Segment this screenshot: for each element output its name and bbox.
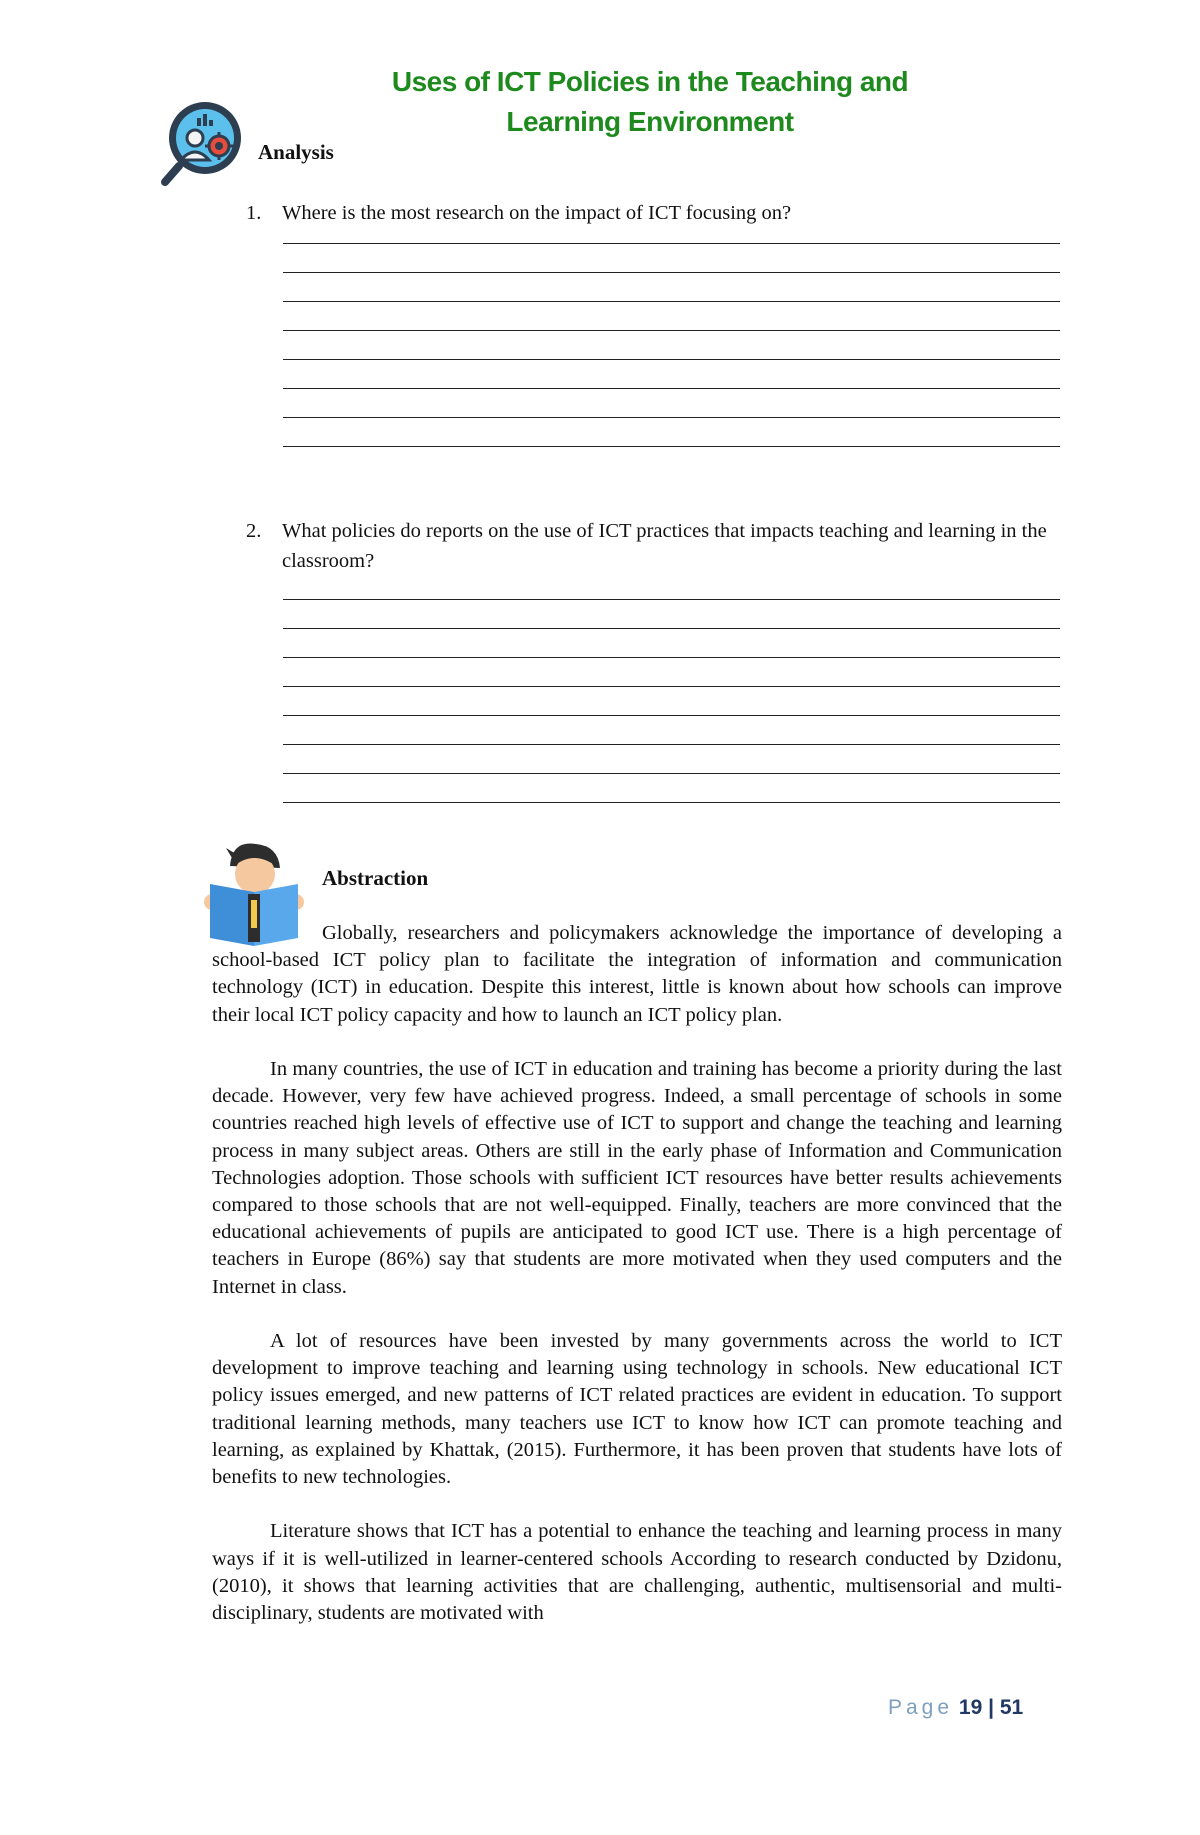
answer-line[interactable] <box>283 273 1060 302</box>
answer-line[interactable] <box>283 389 1060 418</box>
abstraction-heading: Abstraction <box>322 866 429 890</box>
question-number: 1. <box>246 202 262 224</box>
answer-line[interactable] <box>283 571 1060 600</box>
answer-lines-1[interactable] <box>283 215 1060 447</box>
current-page-number: 19 <box>958 1696 983 1719</box>
answer-lines-2[interactable] <box>283 571 1060 803</box>
abstraction-paragraph: Literature shows that ICT has a potential to enhance the teaching and learning process in many ways if it is well-utilized in learner-centered schools According to research conducted by Dzidonu, (2010), it shows that learning activities that are challenging, authentic, multisensorial and multi-disciplinary, students are motivated with <box>212 1520 1062 1625</box>
page-title-line-2: Learning Environment <box>506 106 794 137</box>
page-separator: | <box>988 1696 994 1719</box>
answer-line[interactable] <box>283 629 1060 658</box>
page-label: Page <box>888 1696 954 1719</box>
question-text: What policies do reports on the use of ICT practices that impacts teaching and learning in the classroom? <box>282 520 1047 572</box>
answer-line[interactable] <box>283 302 1060 331</box>
answer-line[interactable] <box>283 774 1060 803</box>
answer-line[interactable] <box>283 687 1060 716</box>
answer-line[interactable] <box>283 244 1060 273</box>
answer-line[interactable] <box>283 331 1060 360</box>
question-2 <box>246 516 1056 576</box>
answer-line[interactable] <box>283 658 1060 687</box>
abstraction-text <box>212 920 1062 1654</box>
page-footer <box>888 1696 1023 1720</box>
answer-line[interactable] <box>283 418 1060 447</box>
analysis-heading: Analysis <box>258 140 334 164</box>
answer-line[interactable] <box>283 745 1060 774</box>
total-pages: 51 <box>999 1696 1024 1719</box>
page-title <box>300 62 1000 142</box>
answer-line[interactable] <box>283 716 1060 745</box>
answer-line[interactable] <box>283 215 1060 244</box>
abstraction-paragraph: Globally, researchers and policymakers acknowledge the importance of developing a school-based ICT policy plan to facilitate the integration of information and communication technology (ICT) in education. Despite this interest, little is known about how schools can improve their local ICT policy capacity and how to launch an ICT policy plan. <box>212 922 1062 1026</box>
abstraction-paragraph: A lot of resources have been invested by many governments across the world to ICT development to improve teaching and learning using technology in schools. New educational ICT policy issues emerged, and new patterns of ICT related practices are evident in education. To support traditional learning methods, many teachers use ICT to know how ICT can promote teaching and learning, as explained by Khattak, (2015). Furthermore, it has been proven that students have lots of benefits to new technologies. <box>212 1330 1062 1489</box>
answer-line[interactable] <box>283 360 1060 389</box>
page-title-line-1: Uses of ICT Policies in the Teaching and <box>391 66 909 97</box>
analysis-magnifier-icon <box>157 98 247 188</box>
answer-line[interactable] <box>283 600 1060 629</box>
abstraction-paragraph: In many countries, the use of ICT in education and training has become a priority during the last decade. However, very few have achieved progress. Indeed, a small percentage of schools in some countries reached high levels of effective use of ICT to support and change the teaching and learning process in many subject areas. Others are still in the early phase of Information and Communication Technologies adoption. Those schools with sufficient ICT resources have better results achievements compared to those schools that are not well-equipped. Finally, teachers are more convinced that the educational achievements of pupils are anticipated to good ICT use. There is a high percentage of teachers in Europe (86%) say that students are more motivated when they used computers and the Internet in class. <box>212 1058 1062 1298</box>
question-text: Where is the most research on the impact of ICT focusing on? <box>282 202 792 224</box>
question-number: 2. <box>246 520 262 542</box>
